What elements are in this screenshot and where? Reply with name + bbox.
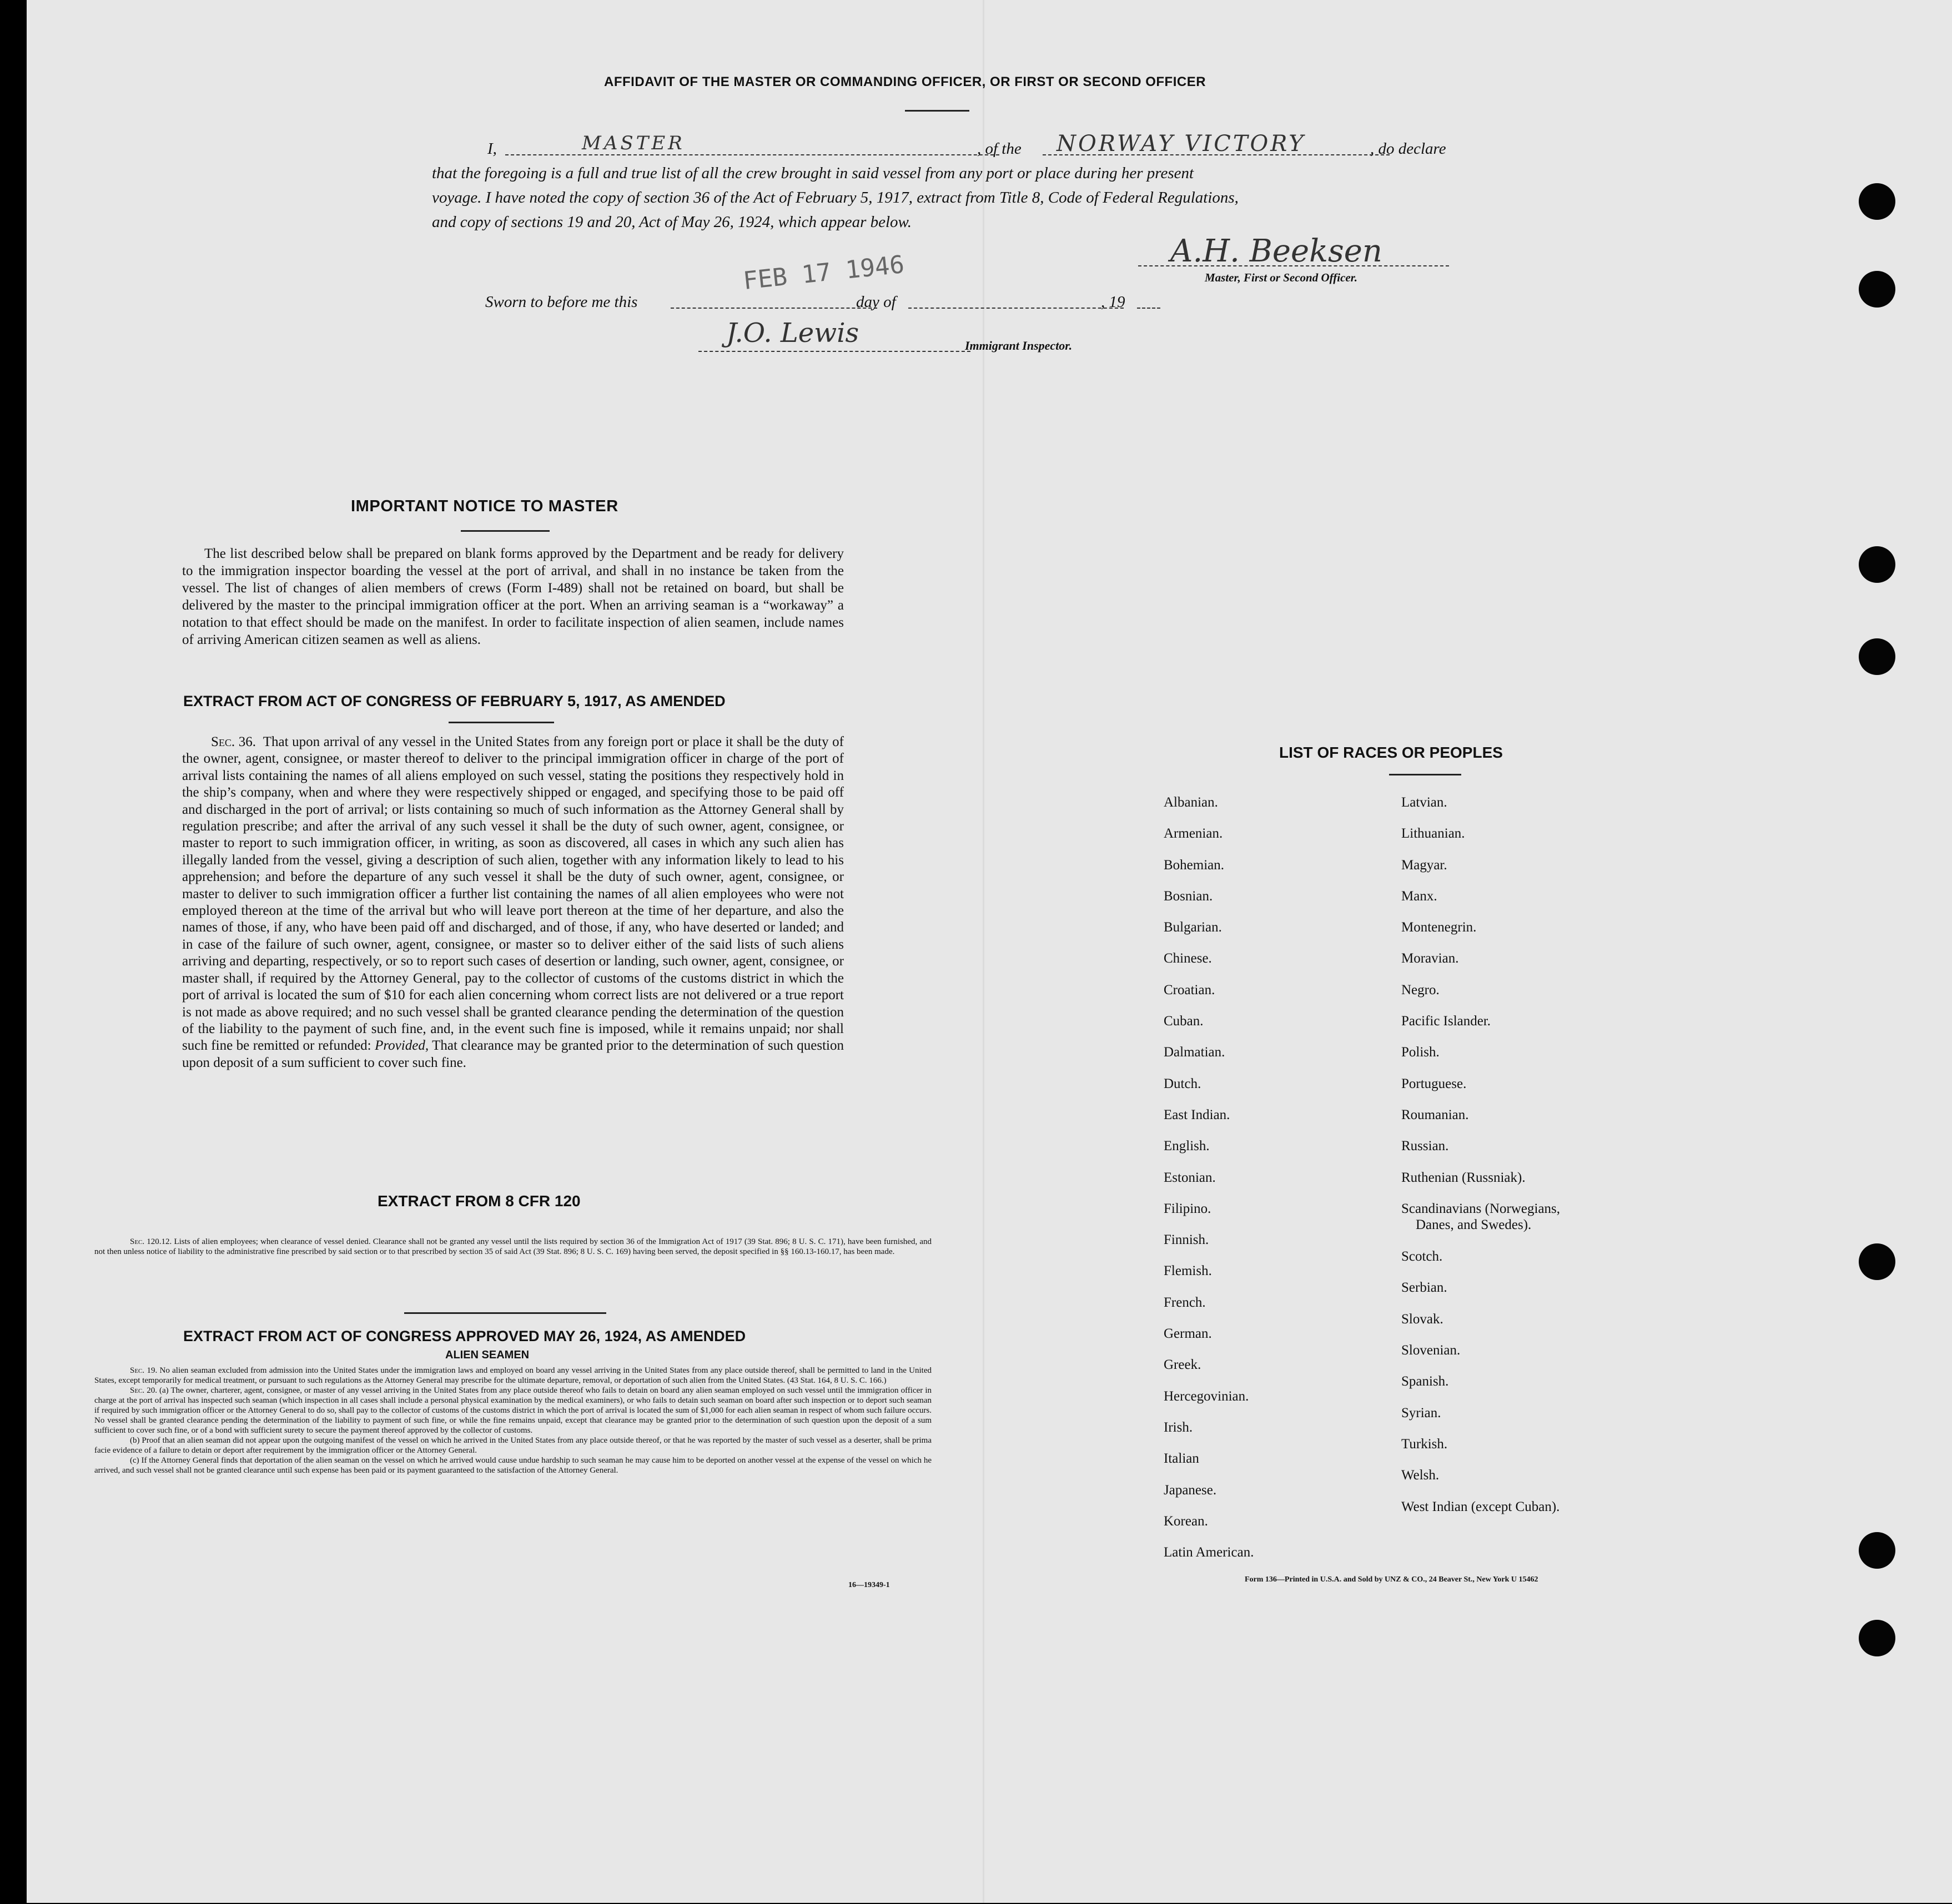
race-item: English. bbox=[1164, 1139, 1210, 1154]
binder-hole bbox=[1859, 638, 1895, 675]
race-item: Negro. bbox=[1401, 982, 1440, 998]
signature-caption: Master, First or Second Officer. bbox=[1205, 271, 1357, 284]
race-item: Cuban. bbox=[1164, 1014, 1204, 1029]
race-item: Montenegrin. bbox=[1401, 920, 1477, 935]
date-stamp: FEB 17 1946 bbox=[742, 250, 906, 296]
race-item: Bulgarian. bbox=[1164, 920, 1222, 935]
race-item: Russian. bbox=[1401, 1139, 1449, 1154]
binder-hole bbox=[1859, 1620, 1895, 1656]
race-item: Latvian. bbox=[1401, 795, 1447, 810]
race-item: Slovenian. bbox=[1401, 1343, 1461, 1358]
cfr-sec-label: Sec. 120.12. bbox=[130, 1237, 172, 1246]
binder-hole bbox=[1859, 1243, 1895, 1280]
race-item: Latin American. bbox=[1164, 1545, 1254, 1560]
race-item: Albanian. bbox=[1164, 795, 1218, 810]
of-the-label: , of the bbox=[977, 140, 1022, 158]
inspector-line bbox=[698, 351, 970, 352]
race-item: Danes, and Swedes). bbox=[1416, 1217, 1532, 1233]
extract-1924-title: EXTRACT FROM ACT OF CONGRESS APPROVED MAY 26, 1924, AS AMENDED bbox=[183, 1328, 746, 1344]
race-item: Serbian. bbox=[1401, 1280, 1447, 1296]
affidavit-body-line-3: and copy of sections 19 and 20, Act of May 26, 1924, which appear below. bbox=[432, 213, 912, 231]
race-item: Bosnian. bbox=[1164, 888, 1213, 904]
race-item: Moravian. bbox=[1401, 951, 1459, 966]
cfr-rule bbox=[404, 1312, 606, 1314]
scan-border bbox=[0, 0, 27, 1904]
binder-hole bbox=[1859, 271, 1895, 308]
race-item: Italian bbox=[1164, 1451, 1199, 1467]
race-item: Scandinavians (Norwegians, bbox=[1401, 1201, 1561, 1216]
extract-1917-rule bbox=[449, 722, 554, 723]
sec-19-text: No alien seaman excluded from admission into the United States under the immigration laws and employed on board any vessel arriving in the United States from any place outside thereof, shall be permitted to land in the United States, except temporarily for medical treatment, or pursuant to such regulations as the Attorney General may prescribe for the ultimate departure, removal, or deportation of such alien from the United States. (43 Stat. 164, 8 U. S. C. 166.) bbox=[94, 1366, 932, 1385]
inspector-signature: J.O. Lewis bbox=[726, 318, 859, 349]
race-item: Turkish. bbox=[1401, 1436, 1448, 1452]
race-item: Ruthenian (Russniak). bbox=[1401, 1170, 1526, 1185]
cfr-paragraph bbox=[94, 1237, 932, 1257]
race-item: Manx. bbox=[1401, 888, 1437, 904]
document-page bbox=[27, 0, 1952, 1903]
race-item: Flemish. bbox=[1164, 1263, 1212, 1279]
race-item: Magyar. bbox=[1401, 857, 1447, 873]
master-signature: A.H. Beeksen bbox=[1170, 233, 1382, 269]
title-rule bbox=[905, 110, 969, 112]
master-handwriting: MASTER bbox=[582, 132, 685, 154]
race-item: Polish. bbox=[1401, 1045, 1440, 1060]
day-of-label: day of bbox=[856, 293, 896, 311]
sec-20b-paragraph: (b) Proof that an alien seaman did not appear upon the outgoing manifest of the vessel on which he arrived in the United States from any place outside thereof, or that he was reported by the master of such vessel as a deserter, shall be prima facie evidence of a failure to detain or deport after requirement by the immigration officer or the Attorney General. bbox=[94, 1436, 932, 1455]
race-item: Croatian. bbox=[1164, 982, 1215, 998]
race-item: French. bbox=[1164, 1294, 1206, 1310]
binder-hole bbox=[1859, 183, 1895, 220]
affidavit-title: AFFIDAVIT OF THE MASTER OR COMMANDING OFFICER, OR FIRST OR SECOND OFFICER bbox=[604, 74, 1206, 89]
races-right-column bbox=[1401, 787, 1560, 1523]
race-item: Korean. bbox=[1164, 1513, 1208, 1529]
sec-20c-paragraph: (c) If the Attorney General finds that deportation of the alien seaman on the vessel on which he arrived would cause undue hardship to such seaman he may cause him to be deported on another vessel at the expense of the vessel on which he arrived, and such vessel shall not be granted clearance until such expense has been paid or its payment guaranteed to the satisfaction of the Attorney General. bbox=[94, 1456, 932, 1475]
sec-19-paragraph bbox=[94, 1366, 932, 1386]
race-item: Greek. bbox=[1164, 1357, 1201, 1373]
sec-20-label: Sec. 20. bbox=[130, 1386, 157, 1395]
binder-hole bbox=[1859, 546, 1895, 583]
do-declare-label: , do declare bbox=[1370, 140, 1446, 158]
sec-19-20-block bbox=[94, 1366, 932, 1475]
race-item: East Indian. bbox=[1164, 1107, 1230, 1122]
race-item: Welsh. bbox=[1401, 1468, 1440, 1483]
race-item: Spanish. bbox=[1401, 1374, 1449, 1389]
affidavit-body-line-1: that the foregoing is a full and true list of all the crew brought in said vessel from any port or place during her present bbox=[432, 164, 1194, 182]
race-item: Filipino. bbox=[1164, 1201, 1211, 1216]
notice-paragraph: The list described below shall be prepared on blank forms approved by the Department and be ready for delivery to the immigration inspector boarding the vessel at the port of arrival, and shall in no instance be taken from the vessel. The list of changes of alien members of crews (Form I-489) shall not be retained on board, but shall be delivered by the master to the principal immigration officer at the port. When an arriving seaman is a “workaway” a notation to that effect should be made on the manifest. In order to facilitate inspection of alien seamen, include names of arriving American citizen seamen as well as aliens. bbox=[182, 546, 844, 647]
race-item: Armenian. bbox=[1164, 826, 1223, 842]
sworn-day-line bbox=[671, 308, 877, 309]
page-fold bbox=[983, 0, 984, 1903]
race-item: Dutch. bbox=[1164, 1076, 1201, 1091]
inspector-caption: Immigrant Inspector. bbox=[965, 339, 1073, 352]
race-item: Irish. bbox=[1164, 1419, 1193, 1435]
race-item: Scotch. bbox=[1401, 1249, 1443, 1265]
races-rule bbox=[1389, 774, 1461, 775]
race-item: Slovak. bbox=[1401, 1311, 1443, 1327]
race-item: Roumanian. bbox=[1401, 1107, 1469, 1122]
race-item: Chinese. bbox=[1164, 951, 1212, 966]
year-label: , 19 bbox=[1101, 293, 1125, 311]
race-item: Lithuanian. bbox=[1401, 826, 1465, 842]
race-item: Hercegovinian. bbox=[1164, 1388, 1249, 1404]
master-line bbox=[505, 154, 999, 155]
races-title: LIST OF RACES OR PEOPLES bbox=[1279, 744, 1503, 761]
sec-19-label: Sec. 19. bbox=[130, 1366, 158, 1375]
i-label: I, bbox=[487, 140, 497, 158]
race-item: Syrian. bbox=[1401, 1405, 1441, 1421]
extract-1917-title: EXTRACT FROM ACT OF CONGRESS OF FEBRUARY 5, 1917, AS AMENDED bbox=[183, 693, 726, 709]
race-item: German. bbox=[1164, 1326, 1212, 1342]
sec-20a-paragraph bbox=[94, 1386, 932, 1435]
sec-36-label: Sec. 36. bbox=[211, 734, 256, 749]
print-code: 16—19349-1 bbox=[848, 1581, 890, 1589]
affidavit-body-line-2: voyage. I have noted the copy of section 36 of the Act of February 5, 1917, extract from Title 8, Code of Federal Regulations, bbox=[432, 189, 1239, 206]
cfr-text: Lists of alien employees; when clearance of vessel denied. Clearance shall not be granted any vessel until the lists required by section 36 of the Immigration Act of 1917 (39 Stat. 896; 8 U. S. C. 171), have been furnished, and not then unless notice of liability to the administrative fine prescribed by said section or to that prescribed by section 35 of said Act (39 Stat. 896; 8 U. S. C. 169) having been served, the deposit specified in §§ 160.13-160.17, has been made. bbox=[94, 1237, 932, 1256]
sec-36-text: That upon arrival of any vessel in the United States from any foreign port or place it shall be the duty of the owner, agent, consignee, or master thereof to deliver to the principal immigration officer in charge of the port of arrival lists containing the names of all aliens employed on such vessel, stating the positions they respectively hold in the ship’s company, when and where they were respectively shipped or engaged, and specifying those to be paid off and discharged in the port of arrival; or lists containing so much of such information as the Attorney General shall by regulation prescribe; and after the arrival of any such vessel it shall be the duty of such owner, agent, consignee, or master to report to such immigration officer, in writing, as soon as discovered, all cases in which any such alien has illegally landed from the vessel, giving a description of such alien, together with any information likely to lead to his apprehension; and before the departure of any such vessel it shall be the duty of such owner, agent, consignee, or master to deliver to such immigration officer a further list containing the names of all alien employees who were not employed thereon at the time of the arrival but who will leave port thereon at the time of her departure, and also the names of those, if any, who have been paid off and discharged, and of those, if any, who have deserted or landed; and in case of the failure of such owner, agent, consignee, or master so to deliver either of the said lists of such aliens arriving and departing, respectively, or so to report such cases of desertion or landing, such owner, agent, consignee, or master shall, if required by the Attorney General, pay to the collector of customs of the customs district in which the port of arrival is located the sum of $10 for each alien concerning whom correct lists are not delivered or a true report is not made as above required; and no such vessel shall be granted clearance pending the determination of the question of the liability to the payment of such fine, and, in the event such fine is imposed, while it remains unpaid; nor shall such fine be remitted or refunded: bbox=[182, 734, 844, 1054]
race-item: Finnish. bbox=[1164, 1232, 1209, 1248]
binder-hole bbox=[1859, 1532, 1895, 1569]
race-item: Japanese. bbox=[1164, 1482, 1217, 1498]
race-item: Portuguese. bbox=[1401, 1076, 1467, 1091]
race-item: Estonian. bbox=[1164, 1170, 1216, 1185]
sec-36-text-end: That clearance may be granted prior to the determination of such question upon deposit of a sum sufficient to cover such fine. bbox=[182, 1038, 844, 1070]
notice-title: IMPORTANT NOTICE TO MASTER bbox=[351, 497, 618, 515]
sec-20a-text: (a) The owner, charterer, agent, consignee, or master of any vessel arriving in the United States from any place outside thereof who fails to detain on board any alien seaman employed on such vessel until the immigration officer in charge at the port of arrival has inspected such seaman (which inspection in all cases shall include a personal physical examination by the medical examiners), or who fails to detain such seaman on board after such inspection or to deport such seaman if required by such immigration officer or the Attorney General to do so, shall pay to the collector of customs of the customs district in which the port of arrival is located the sum of $1,000 for each alien seaman in respect of whom such failure occurs. No vessel shall be granted clearance pending the determination of the liability to payment of such fine, or while the fine remains unpaid, except that clearance may be granted prior to the determination of such question upon the deposit of a sum sufficient to cover such fine, or of a bond with sufficient surety to secure the payment thereof approved by the collector of customs. bbox=[94, 1386, 932, 1435]
sworn-label: Sworn to before me this bbox=[485, 293, 638, 311]
notice-rule bbox=[461, 530, 550, 532]
provided-word: Provided, bbox=[375, 1038, 429, 1054]
sec-36-paragraph bbox=[182, 734, 844, 1071]
races-left-column bbox=[1164, 787, 1254, 1568]
vessel-handwriting: NORWAY VICTORY bbox=[1057, 131, 1306, 157]
race-item: West Indian (except Cuban). bbox=[1401, 1499, 1560, 1514]
extract-1924-subtitle: ALIEN SEAMEN bbox=[445, 1349, 530, 1361]
cfr-title: EXTRACT FROM 8 CFR 120 bbox=[378, 1192, 581, 1210]
race-item: Bohemian. bbox=[1164, 857, 1225, 873]
year-line bbox=[1137, 308, 1160, 309]
race-item: Dalmatian. bbox=[1164, 1045, 1225, 1060]
race-item: Pacific Islander. bbox=[1401, 1014, 1491, 1029]
form-footer: Form 136—Printed in U.S.A. and Sold by UNZ & CO., 24 Beaver St., New York U 15462 bbox=[1245, 1575, 1538, 1584]
month-line bbox=[908, 308, 1124, 309]
